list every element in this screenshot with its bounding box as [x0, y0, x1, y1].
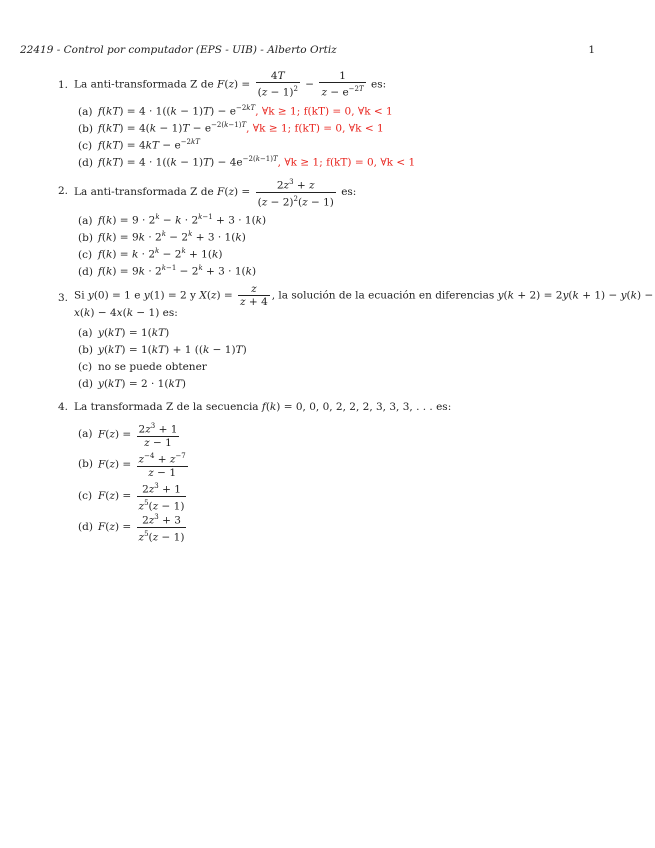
question-number: 3. [58, 292, 69, 304]
header-title: 22419 - Control por computador (EPS - UIB) - Alberto Ortiz [20, 44, 337, 56]
q1-option-a[interactable]: (a) $f(kT) = 4 \cdot 1((k - 1)T) - e^{-2kT}$, ∀k ≥ 1; f(kT) = 0, ∀k < 1 [78, 104, 393, 118]
question-text: La transformada Z de la secuencia f(k) = 0, 0, 0, 2, 2, 2, 3, 3, 3, . . . es: [74, 401, 452, 413]
question-text: La anti-transformada Z de F(z) = $\frac{4T}{(z - 1)^2}$ − $\frac{1}{z - e^{-2T}}$ es: [74, 70, 387, 99]
q3-option-c[interactable]: (c) no se puede obtener [78, 361, 207, 373]
q4-option-d[interactable]: (d) F(z) = $\frac{2z^3 + 3}{z^5(z - 1)}$ [78, 513, 185, 543]
question-number: 4. [58, 401, 69, 413]
q1-option-c[interactable]: (c) $f(kT) = 4kT - e^{-2kT}$ [78, 138, 200, 152]
q3-option-a[interactable]: (a) y(kT) = 1(kT) [78, 327, 170, 339]
q1-option-b[interactable]: (b) $f(kT) = 4(k - 1)T - e^{-2(k-1)T}$, ∀k ≥ 1; f(kT) = 0, ∀k < 1 [78, 121, 384, 135]
q4-option-c[interactable]: (c) F(z) = $\frac{2z^3 + 1}{z^5(z - 1)}$ [78, 482, 185, 512]
q2-option-d[interactable]: (d) $f(k) = 9k \cdot 2^{k-1} - 2^k + 3 \cdot 1(k)$ [78, 264, 257, 278]
question-number: 1. [58, 79, 69, 91]
q1-option-d[interactable]: (d) $f(kT) = 4 \cdot 1((k - 1)T) - 4e^{-2(k-1)T}$, ∀k ≥ 1; f(kT) = 0, ∀k < 1 [78, 155, 416, 169]
q2-option-b[interactable]: (b) $f(k) = 9k \cdot 2^k - 2^k + 3 \cdot 1(k)$ [78, 230, 246, 244]
page-header [20, 44, 595, 56]
question-text: Si y(0) = 1 e y(1) = 2 y X(z) = $\frac{z}{z + 4}$ , la solución de la ecuación en diferencias y(k + 2) = 2y(k + 1) − y(k) − [74, 283, 654, 308]
question-number: 2. [58, 185, 69, 197]
page-number: 1 [588, 44, 595, 56]
q2-option-c[interactable]: (c) $f(k) = k \cdot 2^k - 2^k + 1(k)$ [78, 247, 223, 261]
question-text-line2: x(k) − 4x(k − 1) es: [74, 307, 178, 319]
q3-option-d[interactable]: (d) y(kT) = 2 · 1(kT) [78, 378, 186, 390]
q4-option-b[interactable]: (b) F(z) = $\frac{z^{-4} + z^{-7}}{z - 1}$ [78, 452, 186, 479]
q3-option-b[interactable]: (b) y(kT) = 1(kT) + 1 ((k − 1)T) [78, 344, 247, 356]
q2-option-a[interactable]: (a) $f(k) = 9 \cdot 2^k - k \cdot 2^{k-1} + 3 \cdot 1(k)$ [78, 213, 267, 227]
question-text: La anti-transformada Z de F(z) = $\frac{2z^3 + z}{(z - 2)^2(z - 1)}$ es: [74, 178, 357, 208]
q4-option-a[interactable]: (a) F(z) = $\frac{2z^3 + 1}{z - 1}$ [78, 422, 178, 449]
